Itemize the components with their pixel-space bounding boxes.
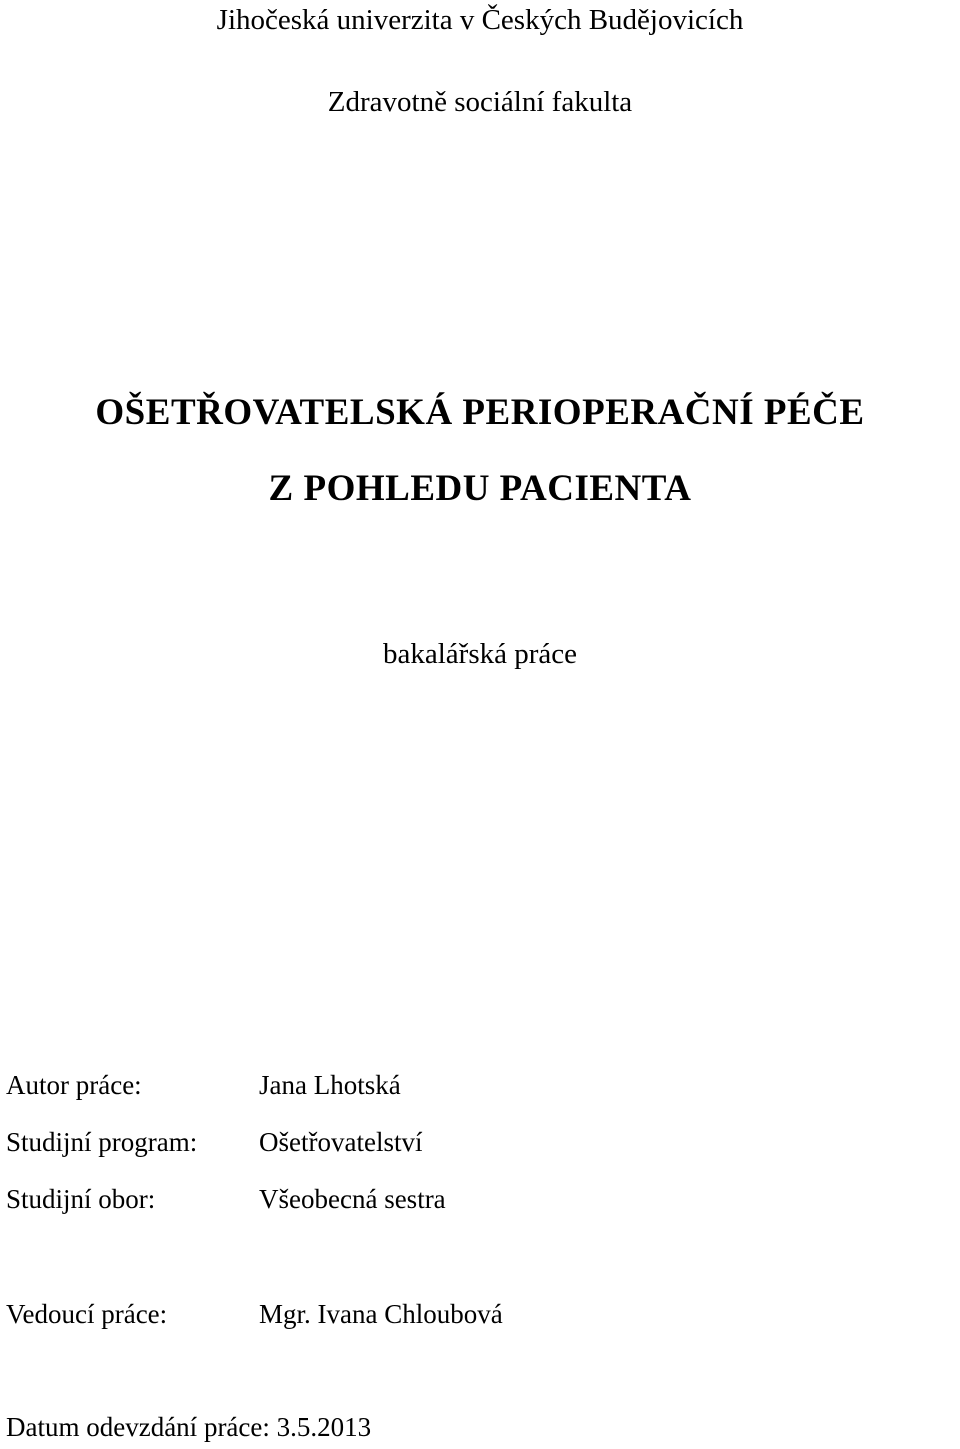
submission-date: Datum odevzdání práce: 3.5.2013 bbox=[6, 1412, 372, 1442]
study-program-label: Studijní program: bbox=[6, 1127, 198, 1157]
thesis-title-line-2: Z POHLEDU PACIENTA bbox=[268, 468, 692, 509]
study-program-value: Ošetřovatelství bbox=[259, 1127, 423, 1157]
university-name: Jihočeská univerzita v Českých Budějovicích bbox=[216, 4, 744, 36]
thesis-type: bakalářská práce bbox=[382, 638, 577, 670]
supervisor-label: Vedoucí práce: bbox=[6, 1299, 168, 1329]
study-field-label: Studijní obor: bbox=[6, 1184, 156, 1214]
author-value: Jana Lhotská bbox=[259, 1070, 401, 1100]
faculty-name: Zdravotně sociální fakulta bbox=[327, 86, 633, 118]
supervisor-value: Mgr. Ivana Chloubová bbox=[259, 1299, 503, 1329]
author-label: Autor práce: bbox=[6, 1070, 142, 1100]
study-field-value: Všeobecná sestra bbox=[259, 1184, 446, 1214]
thesis-title-line-1: OŠETŘOVATELSKÁ PERIOPERAČNÍ PÉČE bbox=[95, 392, 865, 433]
